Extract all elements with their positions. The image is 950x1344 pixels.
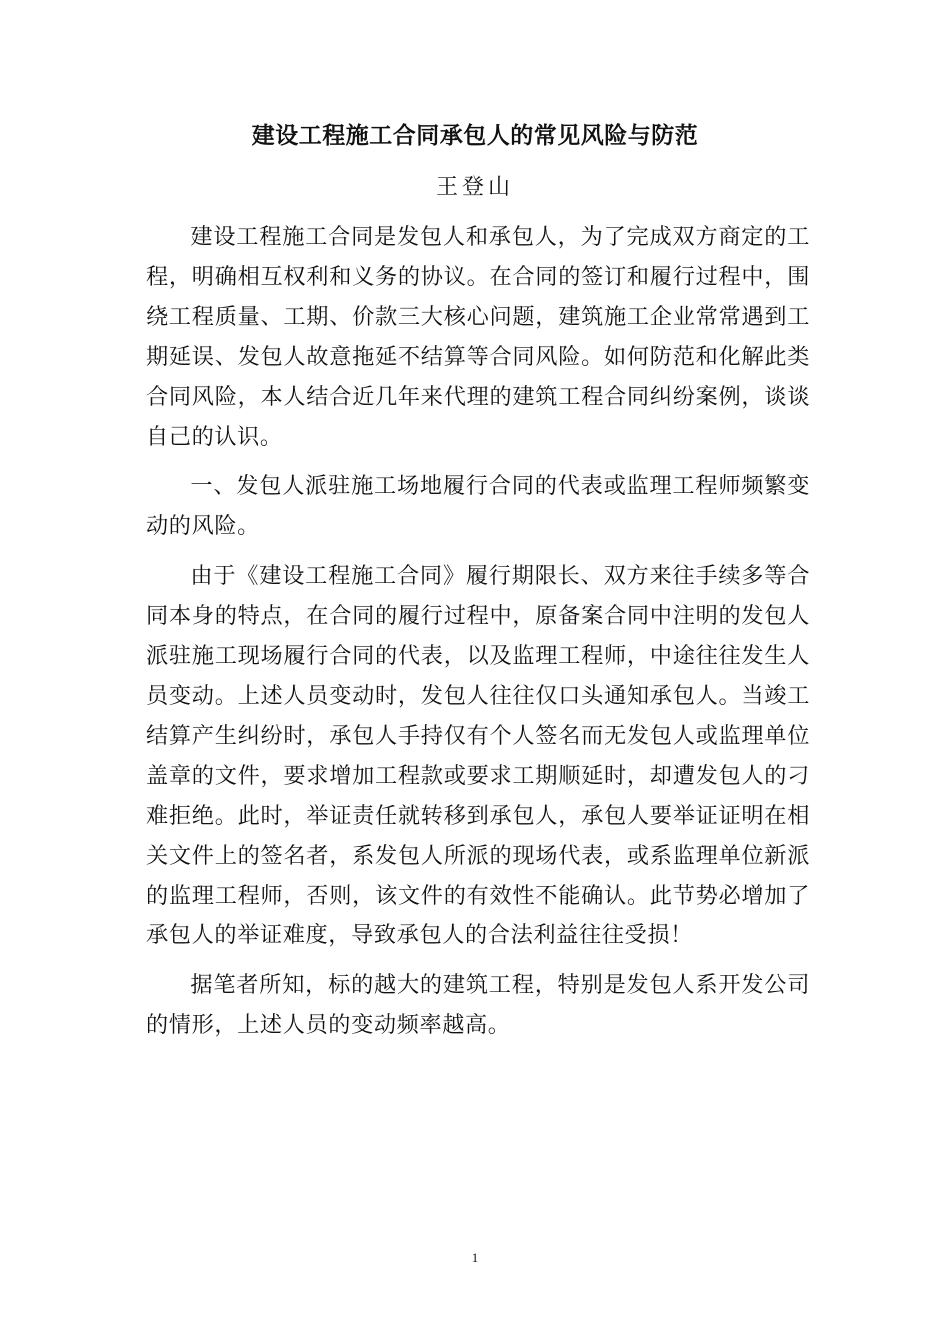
paragraph-intro: 建设工程施工合同是发包人和承包人，为了完成双方商定的工程，明确相互权利和义务的协议。在合同的签订和履行过程中，围绕工程质量、工期、价款三大核心问题，建筑施工企业常常遇到工期延误、发包人故意拖延不结算等合同风险。如何防范和化解此类合同风险，本人结合近几年来代理的建筑工程合同纠纷案例，谈谈自己的认识。 — [146, 224, 810, 450]
paragraph-risk-description: 由于《建设工程施工合同》履行期限长、双方来往手续多等合同本身的特点，在合同的履行过程中，原备案合同中注明的发包人派驻施工现场履行合同的代表，以及监理工程师，中途往往发生人员变动。上述人员变动时，发包人往往仅口头通知承包人。当竣工结算产生纠纷时，承包人手持仅有个人签名而无发包人或监理单位盖章的文件，要求增加工程款或要求工期顺延时，却遭发包人的刁难拒绝。此时，举证责任就转移到承包人，承包人要举证证明在相关文件上的签名者，系发包人所派的现场代表，或系监理单位新派的监理工程师，否则，该文件的有效性不能确认。此节势必增加了承包人的举证难度，导致承包人的合法利益往往受损！ — [146, 563, 810, 949]
paragraph-observation: 据笔者所知，标的越大的建筑工程，特别是发包人系开发公司的情形，上述人员的变动频率越高。 — [146, 972, 810, 1039]
document-author: 王登山 — [435, 175, 514, 200]
document-title: 建设工程施工合同承包人的常见风险与防范 — [251, 123, 699, 149]
document-body — [146, 218, 810, 1056]
paragraph-section-heading: 一、发包人派驻施工场地履行合同的代表或监理工程师频繁变动的风险。 — [146, 473, 810, 540]
page-number: 1 — [471, 1250, 479, 1265]
